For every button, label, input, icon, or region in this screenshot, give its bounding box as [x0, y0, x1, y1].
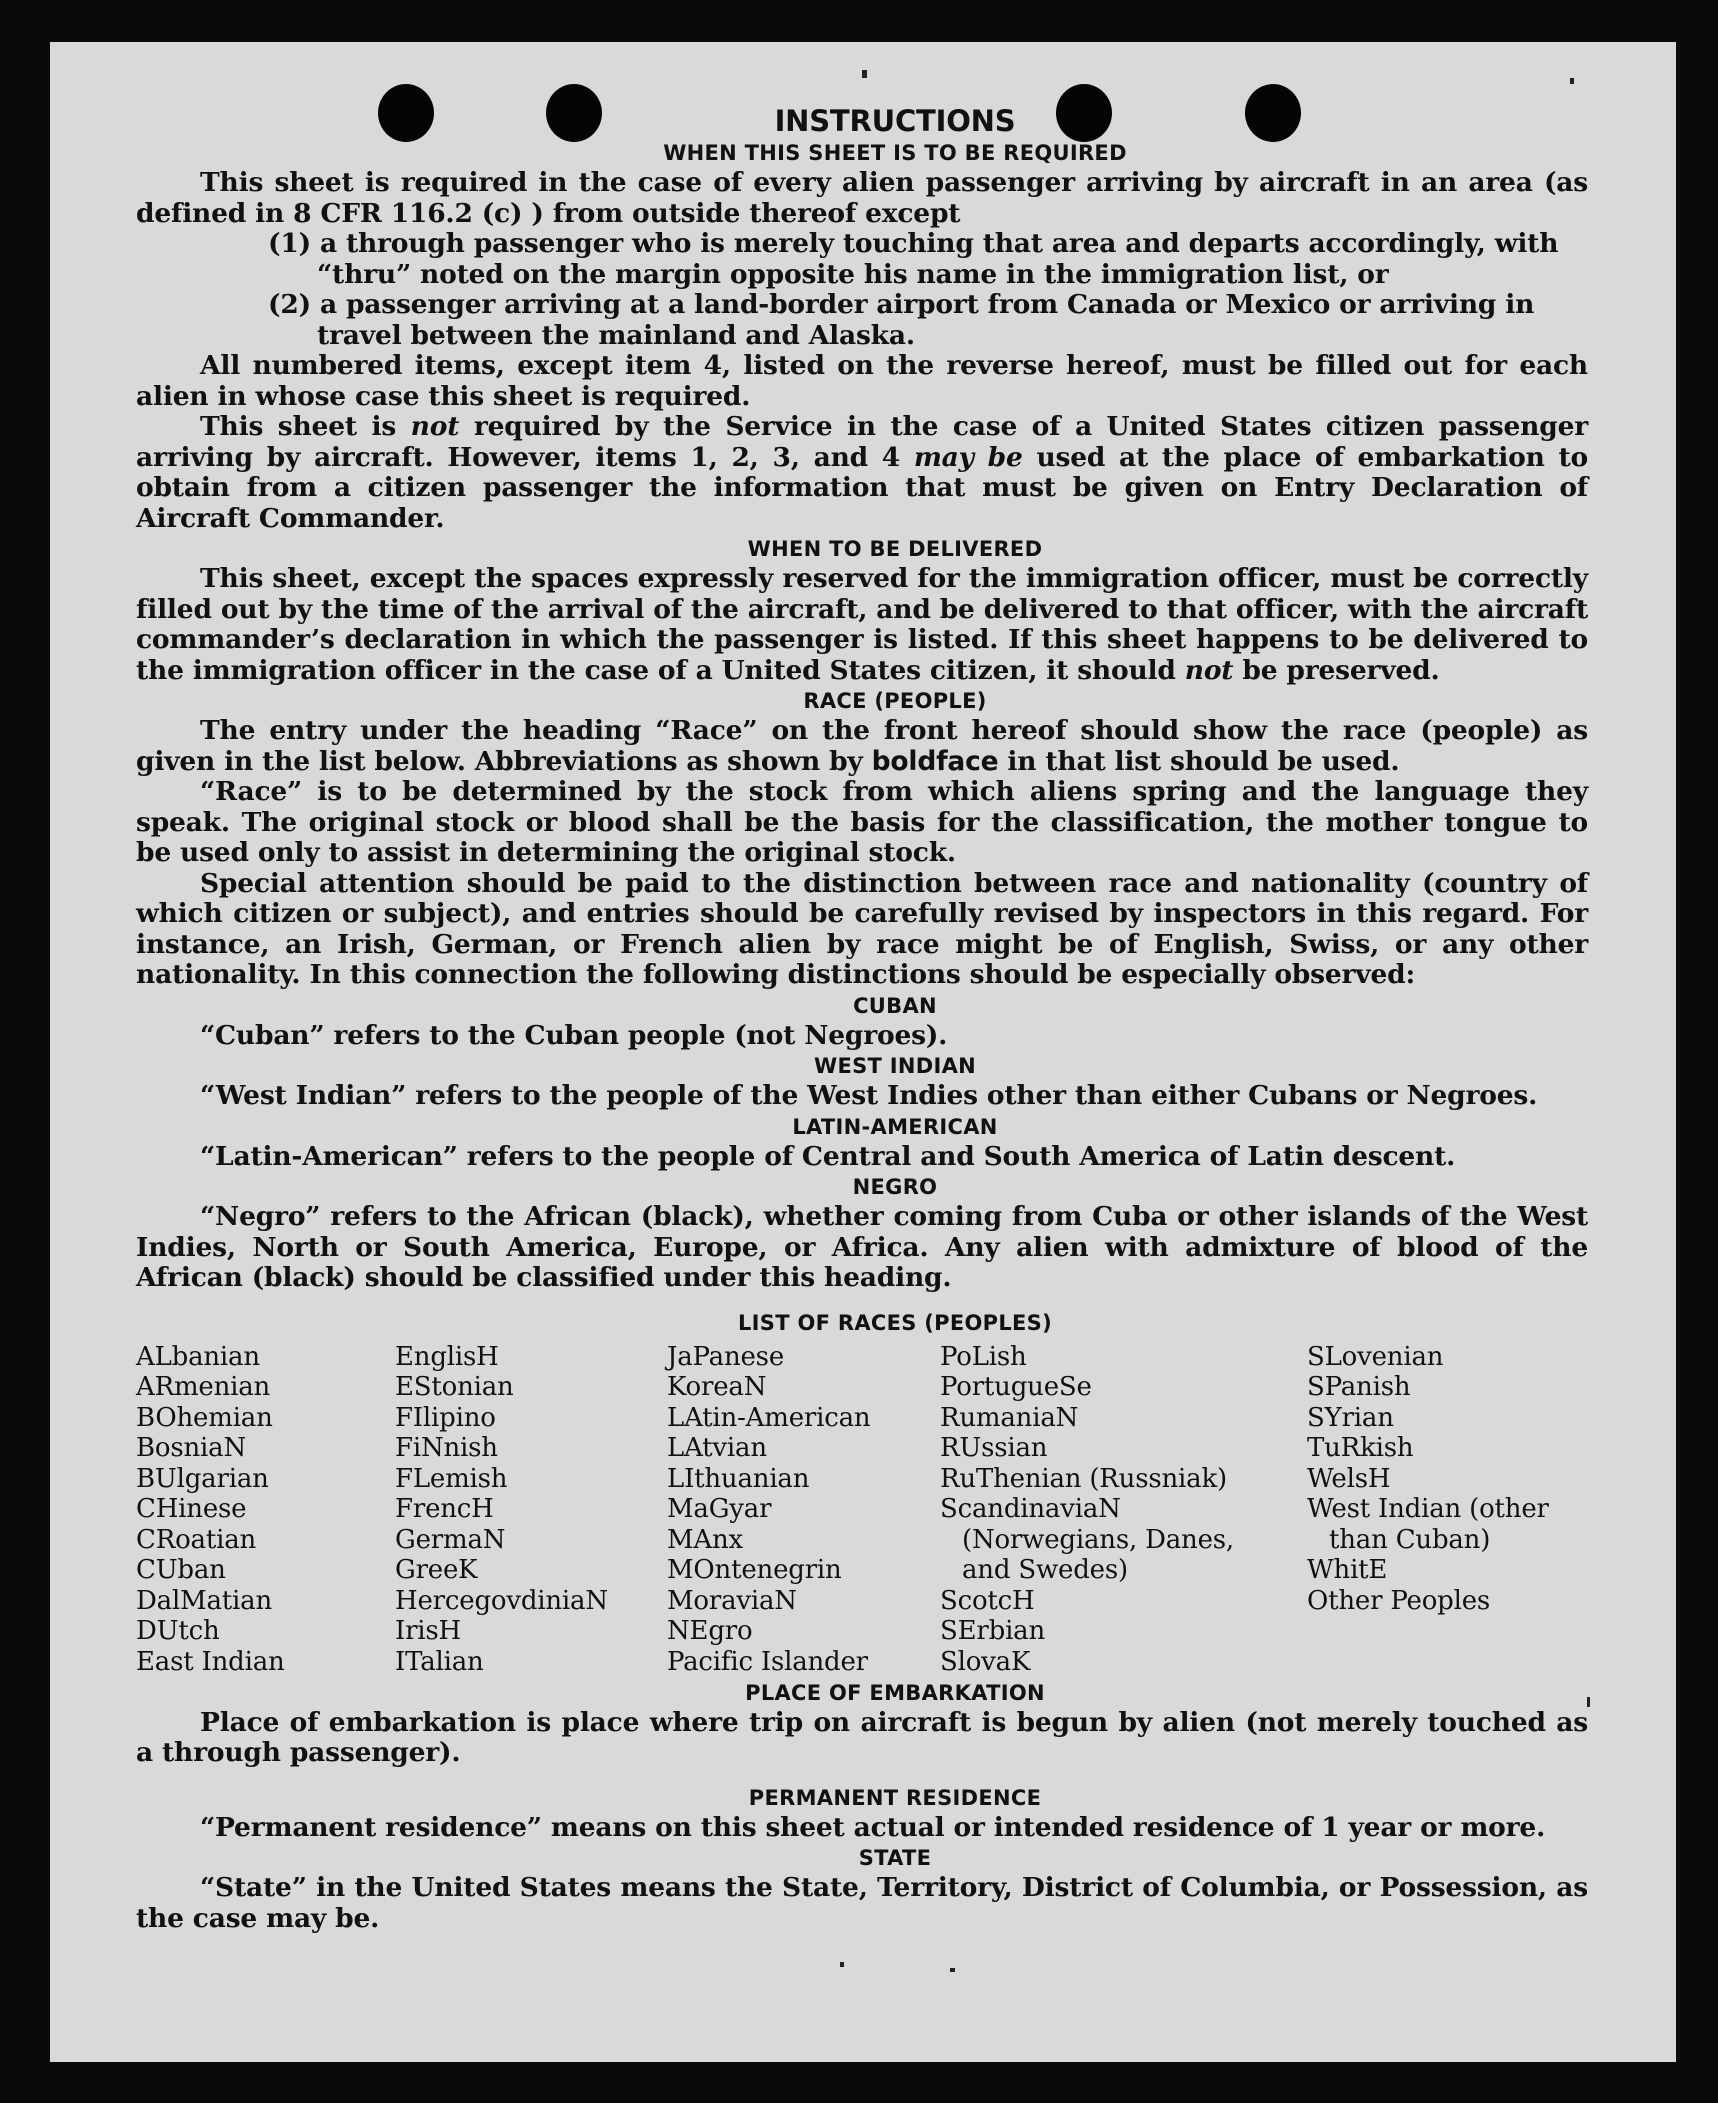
- race-item: CHinese: [136, 1494, 247, 1524]
- race-item: SlovaK: [940, 1646, 1031, 1677]
- race-list: [136, 1342, 1588, 1678]
- race-item: ScotcH: [940, 1585, 1035, 1616]
- race-column: [136, 1342, 285, 1678]
- paragraph: [136, 412, 1588, 534]
- section-heading-race: RACE (PEOPLE): [803, 689, 987, 713]
- race-column: [667, 1342, 870, 1678]
- race-item: WelsH: [1307, 1463, 1391, 1494]
- race-item: SPanish: [1307, 1372, 1411, 1402]
- section-heading-west-indian: WEST INDIAN: [813, 1054, 977, 1078]
- scan-speck: [840, 1962, 844, 1967]
- text-run: required by the Service in the case of a United States citizen passenger arriving by aircraft. However, items 1, 2, 3, and 4: [136, 411, 1589, 473]
- race-item: LAtvian: [667, 1433, 767, 1463]
- race-column: [395, 1342, 608, 1678]
- race-item: HercegovdiniaN: [395, 1585, 608, 1616]
- emphasis: not: [410, 411, 460, 442]
- section-heading-list-of-races: LIST OF RACES (PEOPLES): [737, 1310, 1052, 1335]
- race-item: East Indian: [136, 1646, 285, 1677]
- race-item: BUlgarian: [136, 1463, 269, 1494]
- emphasis: not: [1184, 654, 1234, 686]
- paragraph: This sheet is required in the case of every alien passenger arriving by aircraft in an area (as defined in 8 CFR 116.2 (c) ) from outside thereof except: [136, 167, 1588, 229]
- race-item: NEgro: [667, 1616, 753, 1646]
- race-item: WhitE: [1307, 1555, 1388, 1585]
- race-item: ALbanian: [136, 1341, 260, 1372]
- race-item: PortugueSe: [940, 1372, 1092, 1402]
- section-heading-residence: PERMANENT RESIDENCE: [748, 1785, 1042, 1810]
- paragraph: “Race” is to be determined by the stock from which aliens spring and the language they speak. The original stock or blood shall be the basis for the classification, the mother tongue to be used only to assist in determining the original stock.: [136, 776, 1588, 868]
- paragraph: All numbered items, except item 4, listed on the reverse hereof, must be filled out for each alien in whose case this sheet is required.: [136, 350, 1588, 412]
- document-page: [50, 42, 1676, 2062]
- page-title: INSTRUCTIONS: [774, 104, 1016, 138]
- race-item: Pacific Islander: [667, 1646, 868, 1677]
- section-heading-negro: NEGRO: [852, 1175, 938, 1199]
- text-run: be preserved.: [1233, 654, 1440, 686]
- race-item: DUtch: [136, 1616, 220, 1646]
- race-item: TuRkish: [1307, 1433, 1414, 1463]
- emphasis: may be: [913, 441, 1023, 473]
- race-item: SErbian: [940, 1616, 1046, 1646]
- race-item: CUban: [136, 1555, 226, 1585]
- section-heading-cuban: CUBAN: [853, 993, 937, 1018]
- race-item: MoraviaN: [667, 1585, 797, 1616]
- paragraph: “Permanent residence” means on this sheet actual or intended residence of 1 year or more.: [200, 1811, 1546, 1843]
- race-item: SYrian: [1307, 1402, 1394, 1433]
- text-run: This sheet is: [200, 411, 411, 442]
- list-item: (2) a passenger arriving at a land-border airport from Canada or Mexico or arriving in travel between the mainland and Alaska.: [268, 289, 1535, 351]
- race-item: FiNnish: [395, 1433, 498, 1463]
- race-item: LAtin-American: [667, 1402, 871, 1433]
- race-item: GermaN: [395, 1524, 506, 1555]
- section-heading-required: WHEN THIS SHEET IS TO BE REQUIRED: [663, 141, 1127, 165]
- paragraph: Special attention should be paid to the distinction between race and nationality (country of which citizen or subject), and entries should be carefully revised by inspectors in this regard. For instance, an Irish, German, or French alien by race might be of English, Swiss, or any other nationality. In this connection the following distinctions should be especially observed:: [136, 867, 1588, 990]
- race-item: SLovenian: [1307, 1341, 1444, 1372]
- paragraph: [136, 716, 1588, 777]
- race-item: GreeK: [395, 1555, 478, 1585]
- race-item: BosniaN: [136, 1433, 247, 1463]
- scan-speck: [1570, 78, 1574, 84]
- emphasis: boldface: [871, 745, 999, 777]
- race-item: RUssian: [940, 1433, 1048, 1463]
- paragraph: “Latin-American” refers to the people of Central and South America of Latin descent.: [200, 1140, 1456, 1172]
- race-item: MaGyar: [667, 1494, 772, 1524]
- race-item: KoreaN: [667, 1372, 767, 1402]
- race-item: ITalian: [395, 1646, 484, 1677]
- race-item: FrencH: [395, 1494, 494, 1524]
- race-item: MAnx: [667, 1524, 744, 1555]
- race-item: Other Peoples: [1307, 1585, 1491, 1616]
- race-item: RumaniaN: [940, 1402, 1079, 1433]
- race-item: ARmenian: [136, 1372, 271, 1402]
- section-heading-state: STATE: [858, 1846, 932, 1870]
- text-run: This sheet, except the spaces expressly reserved for the immigration officer, must be correctly filled out by the time of the arrival of the aircraft, and be delivered to that officer, with the aircraft commander’s declaration in which the passenger is listed. If this sheet happens to be delivered to the immigration officer in the case of a United States citizen, it should: [136, 563, 1588, 686]
- race-item: FIlipino: [395, 1402, 496, 1433]
- text-run: used at the place of embarkation to obtain from a citizen passenger the information that must be given on Entry Declaration of Aircraft Commander.: [136, 441, 1588, 534]
- race-item: West Indian (other than Cuban): [1307, 1494, 1549, 1555]
- race-column: [1307, 1342, 1592, 1617]
- instructions-body: [136, 104, 1588, 1934]
- race-item: LIthuanian: [667, 1463, 810, 1494]
- paragraph: “West Indian” refers to the people of the West Indies other than either Cubans or Negroes.: [200, 1080, 1538, 1111]
- race-item: PoLish: [940, 1341, 1027, 1372]
- race-item: MOntenegrin: [667, 1555, 842, 1585]
- race-column: [940, 1342, 1250, 1678]
- race-item: RuThenian (Russniak): [940, 1463, 1227, 1494]
- paragraph: “State” in the United States means the State, Territory, District of Columbia, or Possession, as the case may be.: [136, 1872, 1588, 1934]
- paragraph: “Negro” refers to the African (black), whether coming from Cuba or other islands of the West Indies, North or South America, Europe, or Africa. Any alien with admixture of blood of the African (black) should be classified under this heading.: [136, 1201, 1588, 1293]
- race-item: EStonian: [395, 1372, 514, 1402]
- scan-speck: [862, 70, 867, 78]
- list-item: (1) a through passenger who is merely touching that area and departs accordingly, with “thru” noted on the margin opposite his name in the immigration list, or: [268, 228, 1559, 290]
- section-heading-delivered: WHEN TO BE DELIVERED: [747, 537, 1043, 561]
- race-item: BOhemian: [136, 1402, 273, 1433]
- race-item: CRoatian: [136, 1524, 257, 1555]
- section-heading-embarkation: PLACE OF EMBARKATION: [745, 1680, 1045, 1705]
- race-item: JaPanese: [667, 1341, 785, 1372]
- race-item: IrisH: [395, 1616, 462, 1646]
- race-item: DalMatian: [136, 1585, 272, 1616]
- text-run: The entry under the heading “Race” on the front hereof should show the race (people) as given in the list below. Abbreviations as shown by: [136, 715, 1588, 777]
- race-item: FLemish: [395, 1463, 508, 1494]
- text-run: in that list should be used.: [998, 745, 1400, 777]
- race-item: EnglisH: [395, 1341, 499, 1372]
- scan-speck: [950, 1968, 955, 1972]
- race-item: ScandinaviaN (Norwegians, Danes, and Swedes): [940, 1494, 1234, 1585]
- paragraph: “Cuban” refers to the Cuban people (not Negroes).: [200, 1019, 948, 1051]
- section-heading-latin-american: LATIN-AMERICAN: [792, 1114, 998, 1139]
- paragraph: Place of embarkation is place where trip on aircraft is begun by alien (not merely touched as a through passenger).: [136, 1706, 1588, 1768]
- paragraph: [136, 564, 1588, 686]
